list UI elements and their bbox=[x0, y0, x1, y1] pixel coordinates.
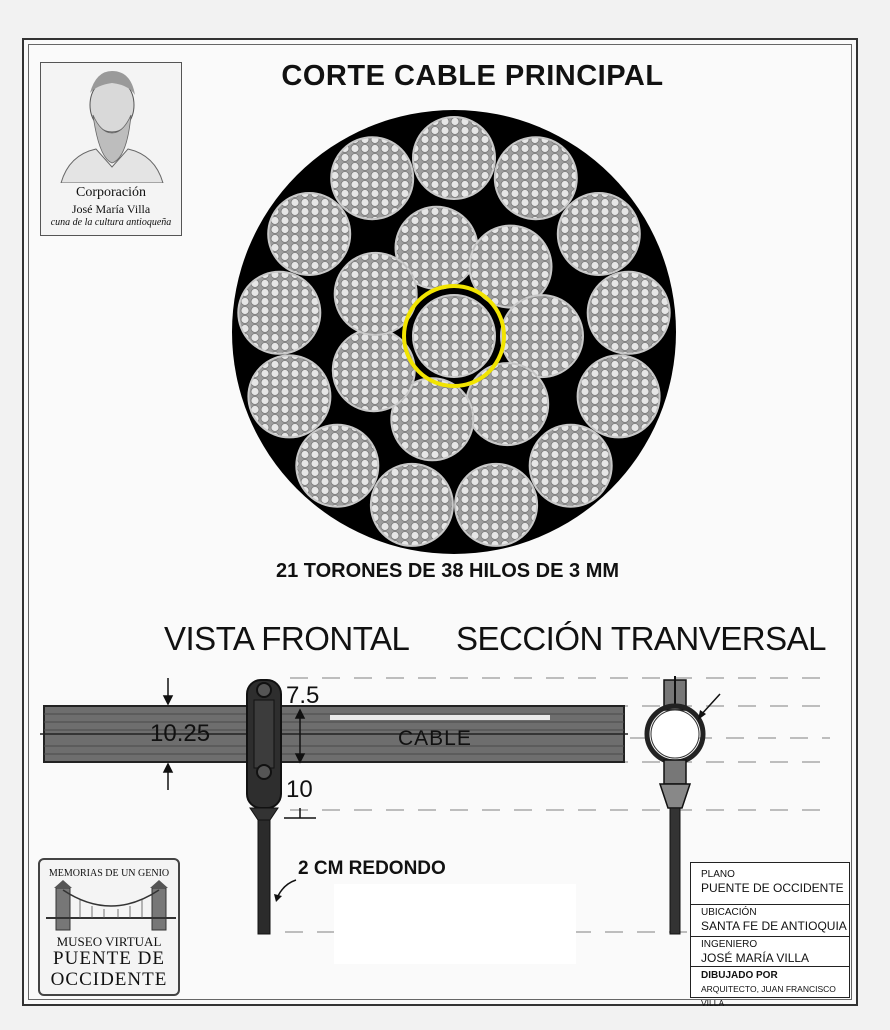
tb-ubicacion bbox=[691, 905, 849, 937]
strand-spec: 21 TORONES DE 38 HILOS DE 3 MM bbox=[275, 560, 620, 582]
tb-dibujado-label: DIBUJADO POR bbox=[701, 970, 778, 981]
tb-plano bbox=[691, 869, 849, 905]
tb-ingeniero bbox=[691, 937, 849, 967]
tb-ubicacion-label: UBICACIÓN bbox=[701, 907, 757, 918]
tb-dibujado-value: ARQUITECTO, JUAN FRANCISCO VILLA bbox=[701, 984, 836, 1008]
tb-plano-value: PUENTE DE OCCIDENTE bbox=[701, 881, 844, 895]
cable-front-view bbox=[40, 706, 628, 762]
tb-ingeniero-label: INGENIERO bbox=[701, 939, 758, 950]
tb-ingeniero-value: JOSÉ MARÍA VILLA bbox=[701, 951, 810, 965]
blank-area bbox=[334, 884, 576, 964]
title-block bbox=[690, 862, 850, 1008]
museo-line-3 bbox=[40, 948, 178, 990]
museo-logo bbox=[38, 858, 180, 996]
tb-dibujado bbox=[691, 967, 849, 1008]
museo-line-3a: PUENTE DE bbox=[53, 948, 165, 969]
logo-line-2: José María Villa bbox=[71, 202, 151, 216]
logo-line-1: Corporación bbox=[76, 185, 146, 200]
tb-ubicacion-value: SANTA FE DE ANTIOQUIA bbox=[701, 919, 847, 933]
dimension-rod: 10 bbox=[286, 776, 313, 803]
tb-plano-label: PLANO bbox=[701, 869, 735, 880]
museo-line-4: OCCIDENTE bbox=[50, 969, 168, 990]
page-title: CORTE CABLE PRINCIPAL bbox=[281, 60, 664, 92]
museo-line-2: MUSEO VIRTUAL bbox=[56, 934, 162, 949]
rod-note: 2 CM REDONDO bbox=[298, 858, 446, 879]
museo-line-1: MEMORIAS DE UN GENIO bbox=[48, 868, 170, 879]
dimension-top: 7.5 bbox=[286, 682, 320, 709]
bridge-illustration bbox=[40, 878, 182, 938]
dimension-width: 10.25 bbox=[150, 720, 211, 747]
cable-label: CABLE bbox=[398, 727, 472, 750]
logo-line-3: cuna de la cultura antioqueña bbox=[50, 217, 172, 228]
heading-cross-section: SECCIÓN TRANVERSAL bbox=[456, 620, 826, 657]
heading-front-view: VISTA FRONTAL bbox=[164, 620, 410, 657]
